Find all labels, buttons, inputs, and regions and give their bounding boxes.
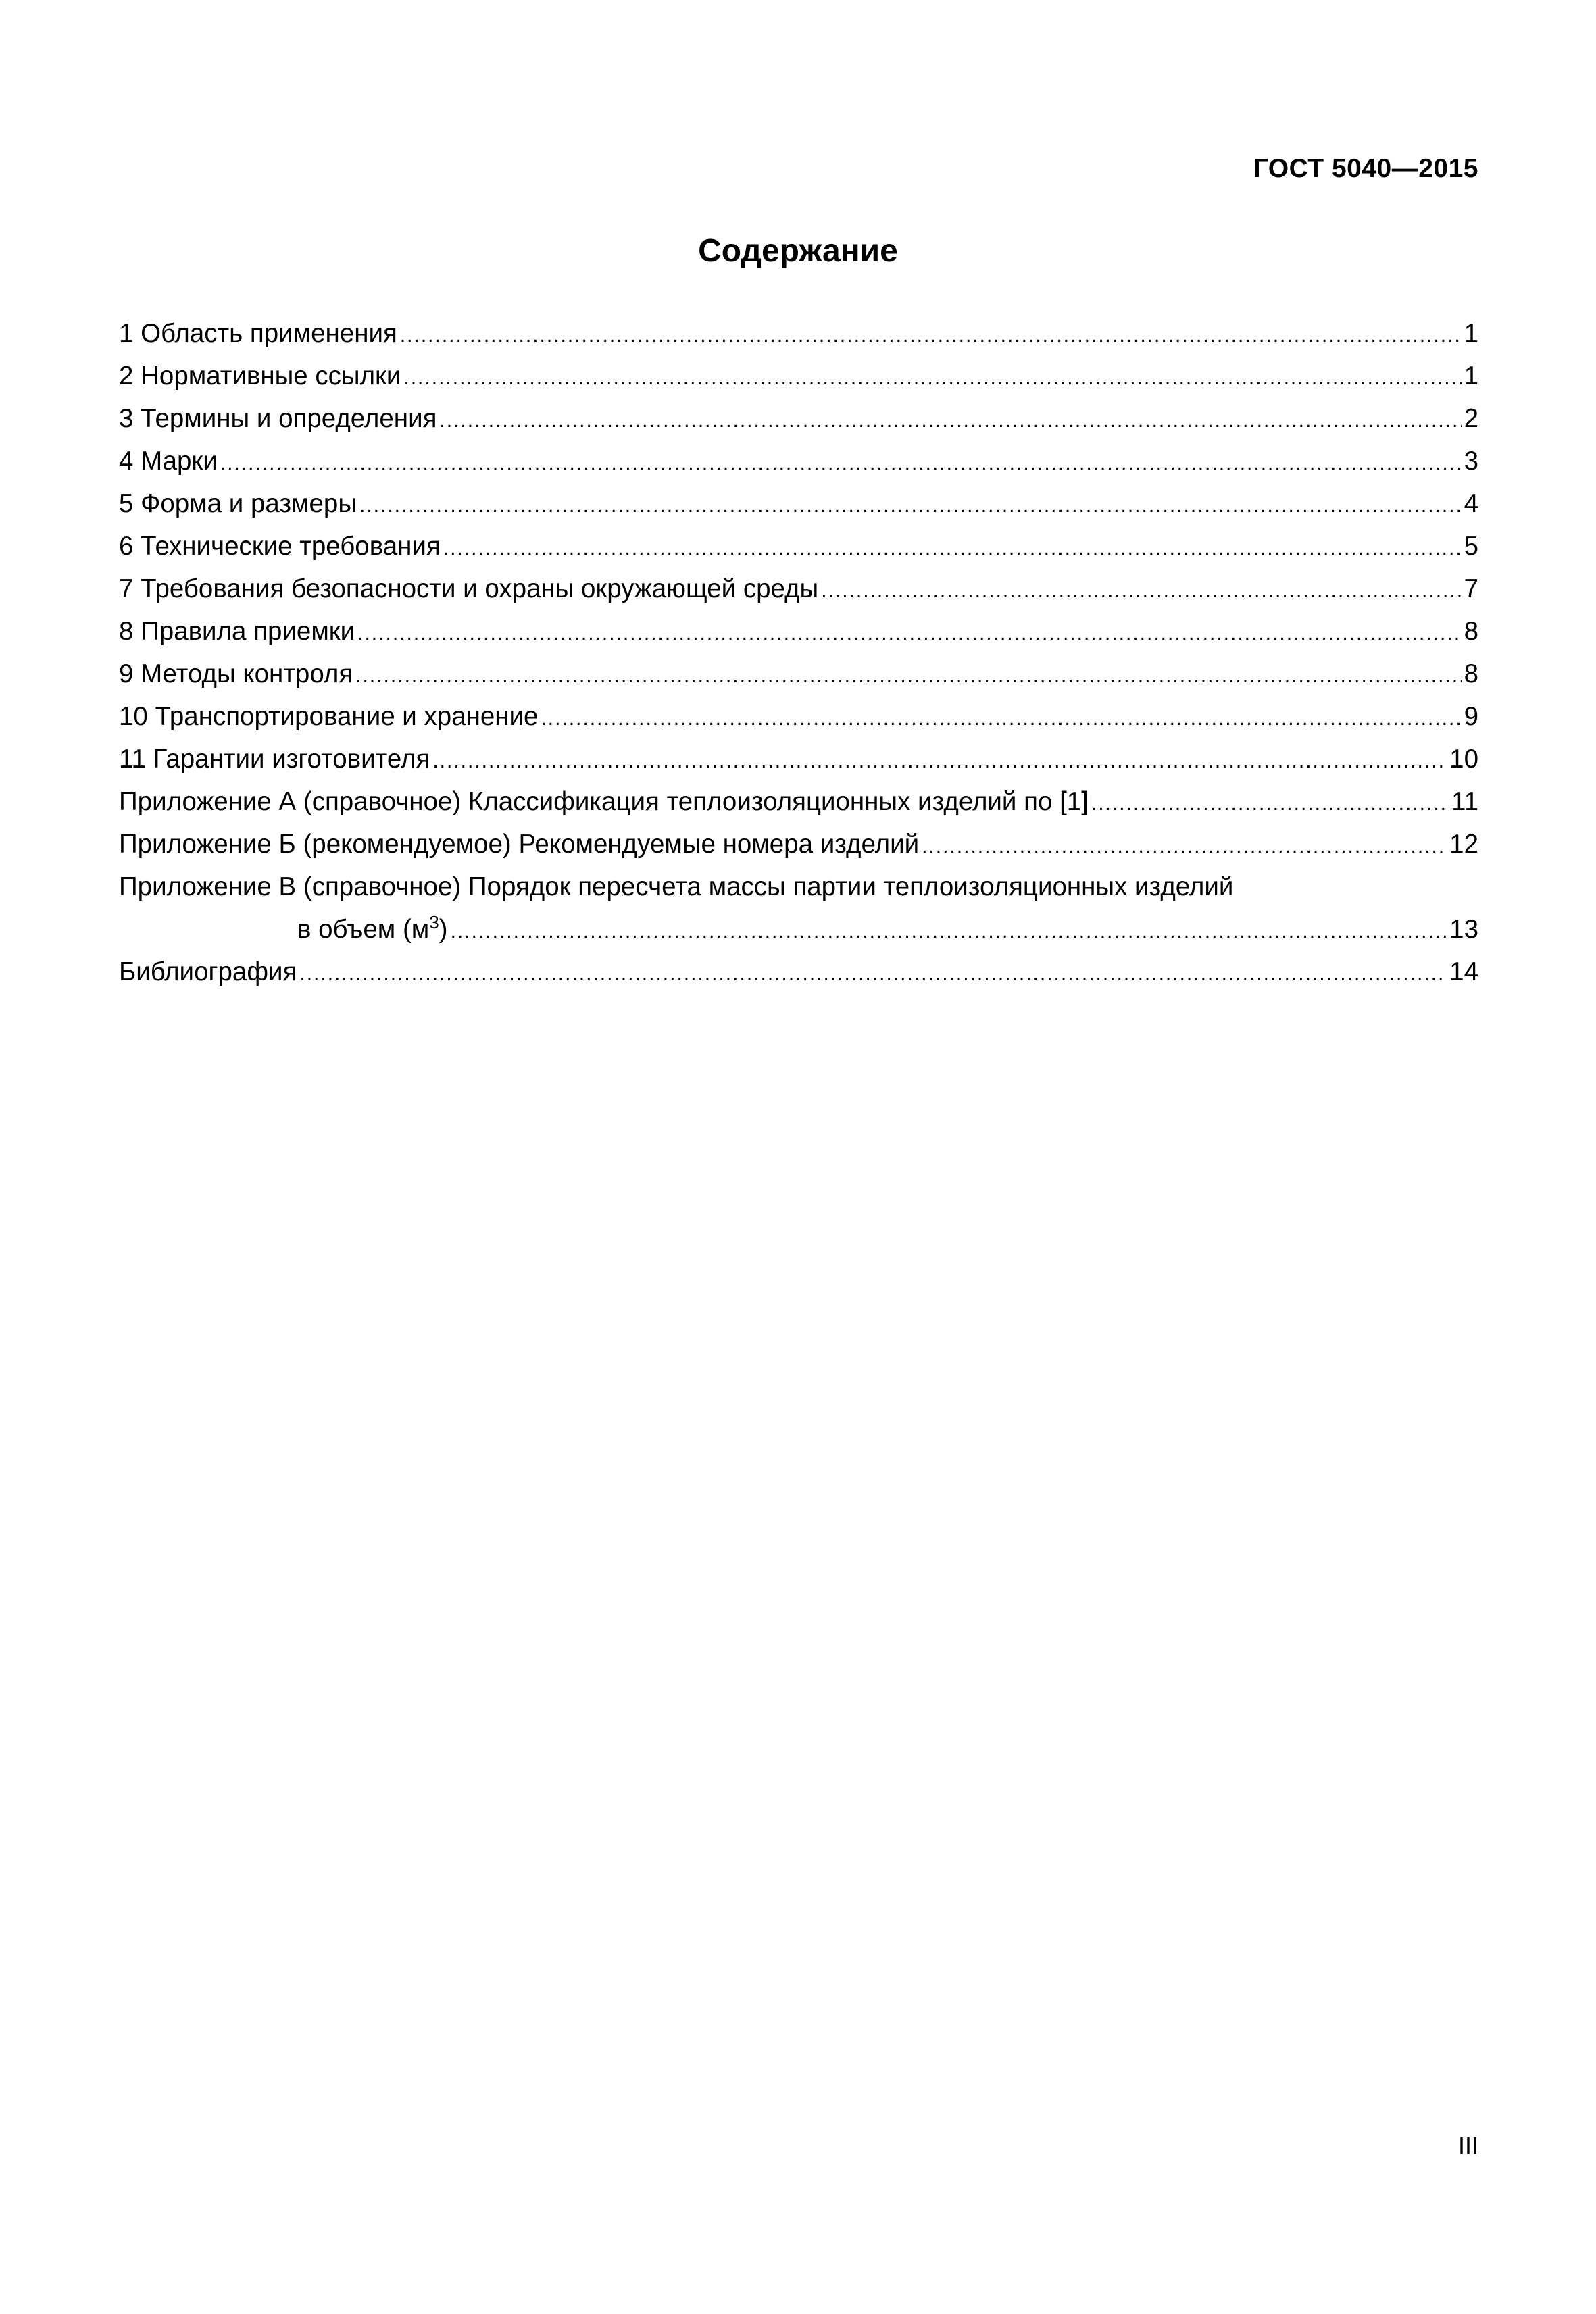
toc-entry-label-prefix: в объем (м — [297, 915, 430, 944]
toc-entry-label: 9 Методы контроля — [119, 653, 355, 695]
toc-entry-appendix-v[interactable] — [119, 865, 1478, 951]
toc-leader-dots — [1091, 782, 1449, 825]
toc-leader-dots — [299, 953, 1447, 995]
toc-entry-page: 1 — [1464, 361, 1478, 391]
page-number: III — [1457, 2132, 1478, 2159]
toc-entry[interactable] — [119, 440, 1478, 482]
toc-entry-label: 4 Марки — [119, 440, 220, 482]
toc-entry-page: 12 — [1449, 830, 1478, 859]
toc-entry-label: 8 Правила приемки — [119, 610, 357, 653]
toc-entry-page: 11 — [1451, 787, 1478, 816]
toc-entry-label: 5 Форма и размеры — [119, 482, 359, 525]
toc-title: Содержание — [698, 233, 898, 269]
toc-entry[interactable] — [119, 355, 1478, 397]
toc-entry-label-line1: Приложение В (справочное) Порядок пересчета массы партии теплоизоляционных изделий — [119, 872, 1234, 901]
toc-leader-dots — [443, 527, 1462, 570]
toc-entry[interactable] — [119, 397, 1478, 440]
toc-entry[interactable] — [119, 823, 1478, 865]
toc-leader-dots — [439, 399, 1461, 442]
toc-entry-label: 7 Требования безопасности и охраны окружающей среды — [119, 568, 821, 610]
toc-leader-dots — [821, 570, 1461, 612]
toc-leader-dots — [432, 740, 1447, 782]
toc-entry-page: 8 — [1464, 659, 1478, 688]
standard-code-header: ГОСТ 5040—2015 — [1253, 154, 1478, 183]
toc-leader-dots — [922, 825, 1447, 867]
toc-entry-page: 2 — [1464, 404, 1478, 433]
toc-leader-dots — [220, 442, 1462, 484]
toc-entry-label: 3 Термины и определения — [119, 397, 439, 440]
toc-entry-page: 8 — [1464, 617, 1478, 646]
toc-entry-label-suffix: ) — [439, 915, 448, 944]
toc-entry-page: 5 — [1464, 532, 1478, 561]
toc-leader-dots — [359, 484, 1462, 527]
toc-entry[interactable] — [119, 568, 1478, 610]
toc-entry-label-line2 — [297, 908, 451, 951]
toc-entry-page: 1 — [1464, 319, 1478, 348]
toc-leader-dots — [355, 655, 1461, 697]
toc-entry-page: 4 — [1464, 489, 1478, 518]
toc-entry-label: 6 Технические требования — [119, 525, 443, 568]
toc-leader-dots — [451, 910, 1447, 953]
toc-entry[interactable] — [119, 695, 1478, 738]
toc-entry[interactable] — [119, 525, 1478, 568]
toc-entry-page: 13 — [1449, 915, 1478, 944]
superscript-exponent: 3 — [429, 912, 439, 932]
toc-entry-label: Приложение Б (рекомендуемое) Рекомендуемые номера изделий — [119, 823, 922, 865]
toc-entry-page: 10 — [1449, 745, 1478, 774]
table-of-contents — [119, 312, 1478, 993]
toc-entry-page: 14 — [1449, 957, 1478, 986]
toc-entry-label: 10 Транспортирование и хранение — [119, 695, 541, 738]
toc-entry-page: 3 — [1464, 447, 1478, 476]
toc-entry-line2 — [119, 908, 1478, 951]
toc-entry[interactable] — [119, 482, 1478, 525]
toc-leader-dots — [541, 697, 1461, 740]
toc-leader-dots — [357, 612, 1461, 655]
toc-entry-label: 1 Область применения — [119, 312, 400, 355]
toc-entry-label: 2 Нормативные ссылки — [119, 355, 403, 397]
toc-entry-bibliography[interactable] — [119, 951, 1478, 993]
toc-leader-dots — [403, 357, 1461, 399]
toc-entry[interactable] — [119, 610, 1478, 653]
toc-entry-page: 7 — [1464, 574, 1478, 603]
toc-entry-label: 11 Гарантии изготовителя — [119, 738, 432, 780]
toc-leader-dots — [400, 314, 1462, 357]
toc-entry[interactable] — [119, 312, 1478, 355]
toc-entry[interactable] — [119, 780, 1478, 823]
toc-entry-page: 9 — [1464, 702, 1478, 731]
toc-entry-label: Библиография — [119, 951, 299, 993]
toc-entry[interactable] — [119, 653, 1478, 695]
toc-entry[interactable] — [119, 738, 1478, 780]
toc-entry-label: Приложение А (справочное) Классификация теплоизоляционных изделий по [1] — [119, 780, 1091, 823]
